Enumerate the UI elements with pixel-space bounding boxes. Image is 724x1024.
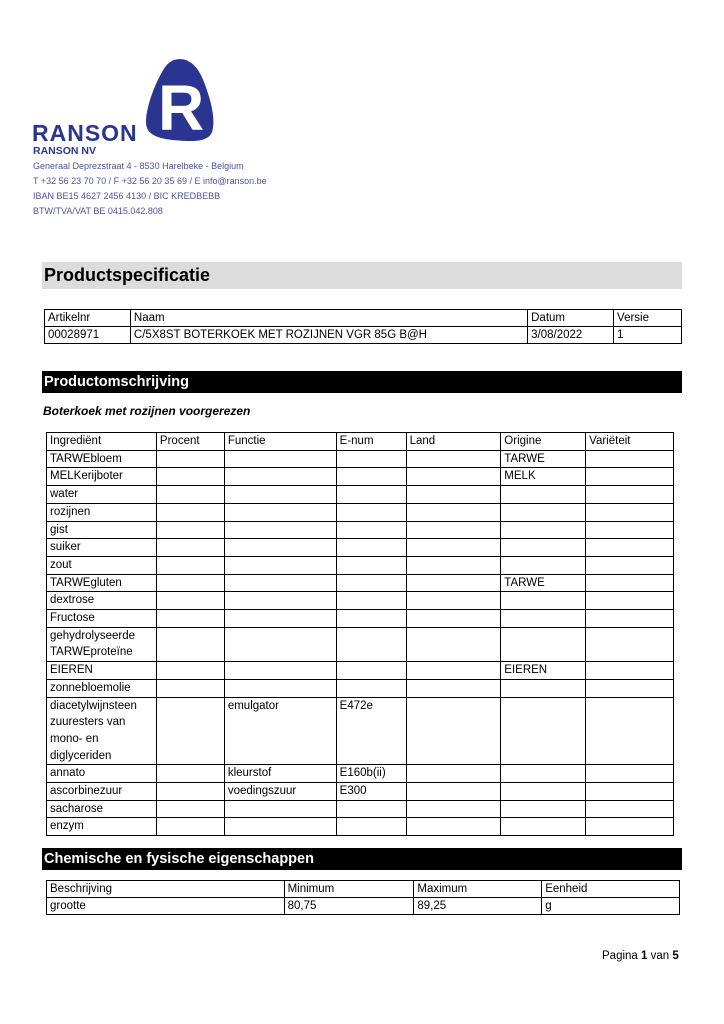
table-cell [586, 450, 674, 468]
table-cell: gist [47, 521, 157, 539]
table-cell [501, 556, 586, 574]
table-row [45, 327, 682, 344]
header-cell: Versie [614, 310, 682, 327]
table-cell [336, 521, 406, 539]
table-cell: TARWE [501, 574, 586, 592]
company-contact: T +32 56 23 70 70 / F +32 56 20 35 69 / E info@ranson.be [33, 176, 267, 186]
table-cell [501, 503, 586, 521]
article-header-table [44, 309, 682, 344]
table-cell: E472e [336, 697, 406, 765]
logo-r-mark [144, 58, 216, 142]
table-cell [156, 783, 224, 801]
table-cell [336, 627, 406, 661]
table-cell [156, 556, 224, 574]
table-row [47, 486, 674, 504]
table-row [47, 592, 674, 610]
company-address: Generaal Deprezstraat 4 - 8530 Harelbeke - Belgium [33, 161, 244, 171]
table-cell [156, 662, 224, 680]
table-cell [406, 503, 501, 521]
ingredients-table [46, 432, 674, 836]
table-cell [224, 679, 336, 697]
article-name: C/5X8ST BOTERKOEK MET ROZIJNEN VGR 85G B@H [130, 327, 527, 344]
table-cell [586, 765, 674, 783]
table-cell: 80,75 [284, 898, 414, 915]
company-vat: BTW/TVA/VAT BE 0415.042.808 [33, 206, 163, 216]
table-cell [406, 574, 501, 592]
table-cell [336, 662, 406, 680]
table-row [47, 898, 680, 915]
table-cell: MELK [501, 468, 586, 486]
article-number: 00028971 [45, 327, 131, 344]
table-cell [586, 783, 674, 801]
table-cell [224, 556, 336, 574]
table-cell [336, 468, 406, 486]
table-cell [501, 783, 586, 801]
table-cell: dextrose [47, 592, 157, 610]
table-cell [501, 679, 586, 697]
table-row [47, 521, 674, 539]
table-cell [156, 765, 224, 783]
table-cell [586, 503, 674, 521]
table-cell [501, 486, 586, 504]
table-cell: g [542, 898, 680, 915]
table-cell [406, 662, 501, 680]
table-row [47, 610, 674, 628]
table-row [47, 539, 674, 557]
table-cell: E160b(ii) [336, 765, 406, 783]
header-cell: Eenheid [542, 881, 680, 898]
table-cell [406, 818, 501, 836]
header-cell: Procent [156, 433, 224, 451]
header-cell: Maximum [414, 881, 542, 898]
footer-prefix: Pagina [602, 950, 638, 962]
table-cell [406, 468, 501, 486]
header-cell: Land [406, 433, 501, 451]
table-cell [501, 521, 586, 539]
table-cell: kleurstof [224, 765, 336, 783]
table-row [47, 468, 674, 486]
table-cell [156, 521, 224, 539]
table-cell [156, 450, 224, 468]
table-cell [224, 468, 336, 486]
table-cell [586, 610, 674, 628]
table-cell [156, 818, 224, 836]
table-cell [156, 627, 224, 661]
table-cell: zonnebloemolie [47, 679, 157, 697]
table-cell: TARWEbloem [47, 450, 157, 468]
footer-total: 5 [672, 950, 679, 962]
table-cell [586, 679, 674, 697]
table-cell [224, 627, 336, 661]
table-cell [156, 610, 224, 628]
table-cell: zout [47, 556, 157, 574]
table-cell [156, 486, 224, 504]
table-cell: suiker [47, 539, 157, 557]
table-cell [406, 697, 501, 765]
table-row [47, 697, 674, 765]
table-cell: grootte [47, 898, 285, 915]
footer-page: 1 [641, 950, 648, 962]
article-version: 1 [614, 327, 682, 344]
table-cell: Fructose [47, 610, 157, 628]
table-row [47, 679, 674, 697]
table-row [47, 503, 674, 521]
logo-wordmark: RANSON [32, 120, 138, 146]
table-cell [406, 539, 501, 557]
table-row [47, 556, 674, 574]
table-cell [501, 627, 586, 661]
table-cell: EIEREN [501, 662, 586, 680]
table-cell [406, 765, 501, 783]
table-cell [406, 800, 501, 818]
table-cell [224, 818, 336, 836]
table-cell [586, 697, 674, 765]
header-cell: Variëteit [586, 433, 674, 451]
article-date: 3/08/2022 [528, 327, 614, 344]
logo-r-letter: R [158, 72, 205, 142]
header-cell: Beschrijving [47, 881, 285, 898]
table-cell [586, 556, 674, 574]
table-cell [586, 627, 674, 661]
table-cell [406, 783, 501, 801]
table-cell [586, 521, 674, 539]
table-cell [156, 503, 224, 521]
table-cell [406, 592, 501, 610]
chemical-properties-table [46, 880, 680, 915]
table-cell [336, 679, 406, 697]
header-cell: Minimum [284, 881, 414, 898]
table-header-row [47, 433, 674, 451]
table-cell [586, 662, 674, 680]
table-cell [156, 574, 224, 592]
table-row [47, 783, 674, 801]
table-row [47, 574, 674, 592]
table-cell: enzym [47, 818, 157, 836]
table-cell [156, 592, 224, 610]
product-subtitle: Boterkoek met rozijnen voorgerezen [43, 404, 251, 418]
table-header-row [47, 881, 680, 898]
table-row [47, 627, 674, 661]
table-cell [224, 610, 336, 628]
company-info [33, 144, 267, 219]
table-cell [406, 556, 501, 574]
table-cell [336, 556, 406, 574]
table-cell [336, 486, 406, 504]
table-cell: voedingszuur [224, 783, 336, 801]
table-row [47, 450, 674, 468]
table-cell [336, 450, 406, 468]
table-cell: 89,25 [414, 898, 542, 915]
table-cell: annato [47, 765, 157, 783]
table-cell [586, 539, 674, 557]
company-bank: IBAN BE15 4627 2456 4130 / BIC KREDBEBB [33, 191, 221, 201]
table-cell [501, 539, 586, 557]
table-cell [336, 610, 406, 628]
table-cell [224, 486, 336, 504]
table-cell: sacharose [47, 800, 157, 818]
header-cell: Functie [224, 433, 336, 451]
table-cell [406, 679, 501, 697]
table-cell: diacetylwijnsteen zuuresters van mono- en diglyceriden [47, 697, 157, 765]
table-cell [224, 800, 336, 818]
table-cell: MELKerijboter [47, 468, 157, 486]
table-cell [501, 765, 586, 783]
section-chemical-properties: Chemische en fysische eigenschappen [42, 848, 682, 870]
table-cell: TARWE [501, 450, 586, 468]
table-cell [501, 610, 586, 628]
table-cell [224, 662, 336, 680]
table-cell [156, 539, 224, 557]
table-cell [224, 521, 336, 539]
table-cell [156, 697, 224, 765]
table-cell [336, 539, 406, 557]
table-cell [501, 818, 586, 836]
footer-sep: van [650, 950, 670, 962]
table-cell [156, 468, 224, 486]
table-cell [501, 697, 586, 765]
table-row [47, 662, 674, 680]
table-cell [586, 592, 674, 610]
table-row [47, 818, 674, 836]
table-cell [586, 486, 674, 504]
table-cell [406, 521, 501, 539]
table-cell: EIEREN [47, 662, 157, 680]
table-cell [586, 468, 674, 486]
table-cell [224, 592, 336, 610]
table-cell: E300 [336, 783, 406, 801]
table-cell [586, 574, 674, 592]
table-cell: emulgator [224, 697, 336, 765]
table-cell [501, 800, 586, 818]
table-cell [156, 679, 224, 697]
table-cell [336, 503, 406, 521]
company-name: RANSON NV [33, 145, 97, 157]
table-cell [406, 486, 501, 504]
table-cell [224, 574, 336, 592]
table-cell: ascorbinezuur [47, 783, 157, 801]
table-cell: gehydrolyseerde TARWEproteïne [47, 627, 157, 661]
section-product-description: Productomschrijving [42, 371, 682, 393]
table-cell [156, 800, 224, 818]
table-cell [406, 627, 501, 661]
table-cell [224, 503, 336, 521]
table-cell [224, 450, 336, 468]
header-cell: Naam [130, 310, 527, 327]
table-row [47, 765, 674, 783]
table-cell: rozijnen [47, 503, 157, 521]
table-cell: TARWEgluten [47, 574, 157, 592]
header-cell: Origine [501, 433, 586, 451]
header-cell: Datum [528, 310, 614, 327]
table-cell [224, 539, 336, 557]
table-cell [406, 450, 501, 468]
company-logo [32, 58, 222, 148]
page-footer [602, 950, 679, 962]
table-cell [336, 574, 406, 592]
table-cell [501, 592, 586, 610]
header-cell: Ingrediënt [47, 433, 157, 451]
table-cell: water [47, 486, 157, 504]
header-cell: E-num [336, 433, 406, 451]
table-cell [336, 592, 406, 610]
table-cell [336, 818, 406, 836]
table-cell [406, 610, 501, 628]
table-cell [586, 818, 674, 836]
table-header-row [45, 310, 682, 327]
header-cell: Artikelnr [45, 310, 131, 327]
table-cell [336, 800, 406, 818]
document-title: Productspecificatie [42, 262, 682, 289]
table-row [47, 800, 674, 818]
table-cell [586, 800, 674, 818]
